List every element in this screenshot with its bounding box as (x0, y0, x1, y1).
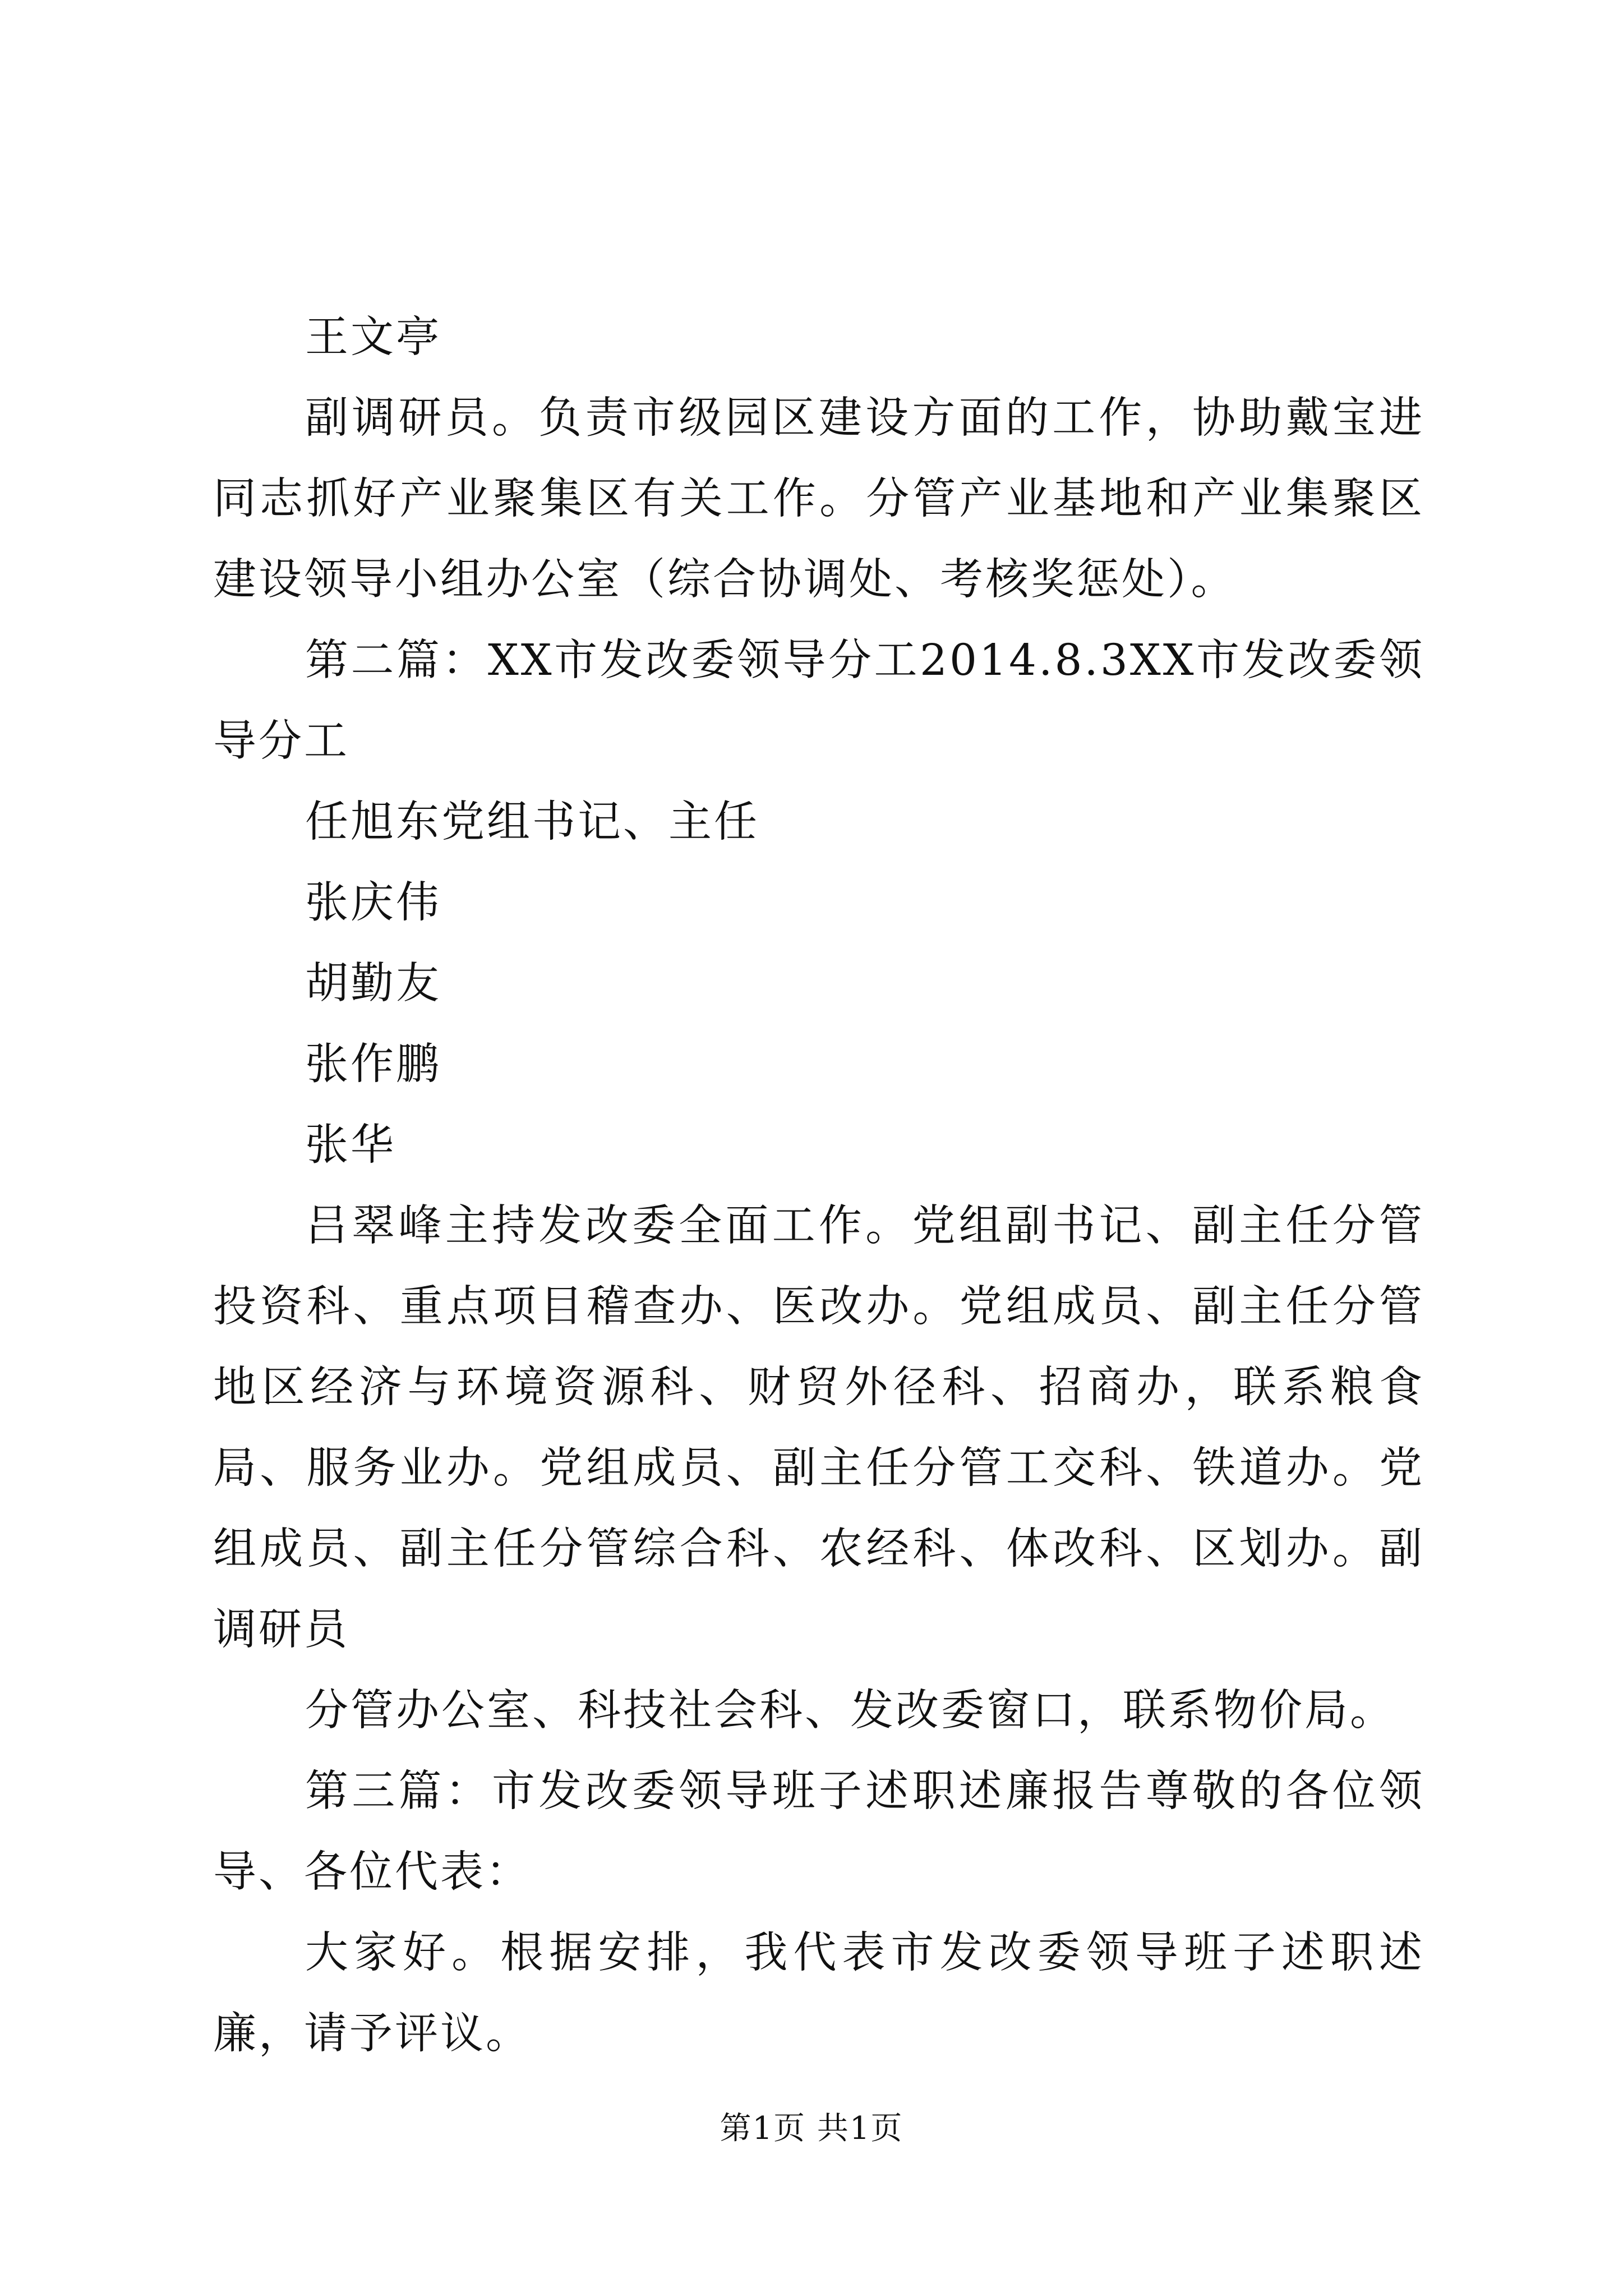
paragraph-duties-office: 分管办公室、科技社会科、发改委窗口，联系物价局。 (305, 1686, 1395, 1736)
paragraph-section-three-title: 第三篇：市发改委领导班子述职述廉报告尊敬的各位领导、各位代表： (213, 1766, 1424, 1897)
document-body (213, 297, 1424, 2074)
paragraph-greeting: 大家好。根据安排，我代表市发改委领导班子述职述廉，请予评议。 (213, 1928, 1424, 2059)
page-footer: 第1页 共1页 (720, 2110, 903, 2147)
paragraph-name-ren: 任旭东党组书记、主任 (305, 797, 759, 847)
paragraph-section-two-title: 第二篇：XX市发改委领导分工2014.8.3XX市发改委领导分工 (213, 636, 1424, 766)
paragraph-name-zhang-zuopeng: 张作鹏 (305, 1039, 441, 1089)
paragraph-name-zhang-qingwei: 张庆伟 (305, 878, 441, 928)
paragraph-name-hu: 胡勤友 (305, 959, 441, 1009)
paragraph-name-wang: 王文亭 (305, 312, 441, 362)
paragraph-duties-wang: 副调研员。负责市级园区建设方面的工作，协助戴宝进同志抓好产业聚集区有关工作。分管产业基地和产业集聚区建设领导小组办公室（综合协调处、考核奖惩处）。 (213, 393, 1424, 605)
paragraph-name-zhang-hua: 张华 (305, 1120, 396, 1170)
paragraph-duties-division: 吕翠峰主持发改委全面工作。党组副书记、副主任分管投资科、重点项目稽查办、医改办。党组成员、副主任分管地区经济与环境资源科、财贸外径科、招商办，联系粮食局、服务业办。党组成员、副主任分管工交科、铁道办。党组成员、副主任分管综合科、农经科、体改科、区划办。副调研员 (213, 1201, 1424, 1655)
